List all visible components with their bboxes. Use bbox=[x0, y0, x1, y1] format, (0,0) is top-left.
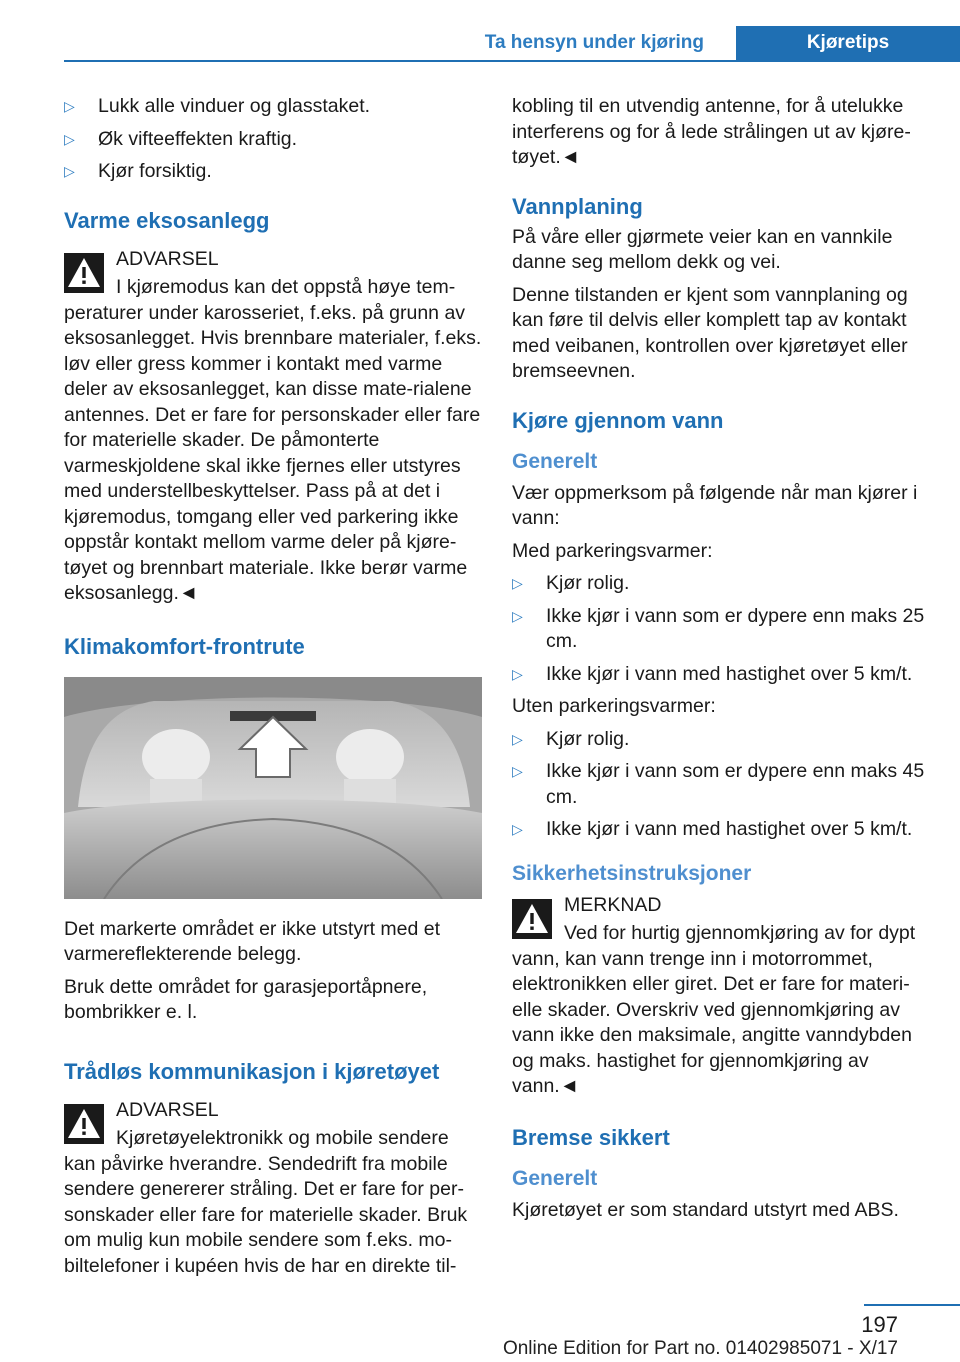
climate-heading: Klimakomfort-frontrute bbox=[64, 633, 305, 659]
warning-triangle-icon bbox=[64, 1104, 104, 1144]
with-heater-label: Med parkeringsvarmer: bbox=[512, 539, 713, 562]
wireless-warning bbox=[64, 1098, 482, 1280]
list-item: ▷ Ikke kjør i vann med hastighet over 5 km/t. bbox=[512, 662, 930, 688]
brakes-heading: Bremse sikkert bbox=[512, 1124, 670, 1150]
water-subheading: Generelt bbox=[512, 449, 598, 473]
without-heater-label: Uten parkeringsvarmer: bbox=[512, 695, 716, 717]
list-item: ▷ Ikke kjør i vann som er dypere enn maks 45 cm. bbox=[512, 760, 925, 808]
page-header bbox=[0, 0, 960, 62]
page-footer bbox=[0, 1300, 960, 1362]
list-item: ▷ Ikke kjør i vann med hastighet over 5 km/t. bbox=[512, 817, 930, 843]
warning-text: Kjøretøyelektronikk og mobile sendere kan påvirke hverandre. Sendedrift fra mobile sendere genererer stråling. Det er fare for per-sonskader eller fare for materielle skader. Bruk om mulig kun mobile sendere som f.eks. mo-biltelefoner i kupéen hvis de har en direkte til- bbox=[64, 1127, 468, 1277]
list-item: ▷ Kjør rolig. bbox=[512, 571, 930, 597]
triangle-right-icon: ▷ bbox=[512, 665, 523, 682]
continuation-paragraph: kobling til en utvendig antenne, for å utelukke interferens og for å lede strålingen ut av kjøre-tøyet.◄ bbox=[512, 95, 911, 168]
list-item: ▷ Kjør forsiktig. bbox=[64, 159, 482, 185]
aquaplaning-paragraph: Denne tilstanden er kjent som vannplaning og kan føre til delvis eller komplett tap av kontakt med veibanen, kontrollen over kjøretøyet eller bremseevnen. bbox=[512, 283, 908, 382]
header-rule bbox=[64, 60, 960, 62]
water-intro: Vær oppmerksom på følgende når man kjører i vann: bbox=[512, 481, 918, 529]
triangle-right-icon: ▷ bbox=[512, 763, 523, 779]
triangle-right-icon: ▷ bbox=[64, 130, 75, 147]
windshield-photo bbox=[64, 677, 482, 899]
list-item: ▷ Kjør rolig. bbox=[512, 727, 930, 753]
warning-triangle-icon bbox=[64, 253, 104, 293]
note-text: Ved for hurtig gjennomkjøring av for dypt vann, kan vann trenge inn i motorrommet, elektronikken eller giret. Det er fare for materi-elle skader. Overskriv ved gjennomkjøring av vann ikke den maksimale, angitte vanndybden og maks. hastighet for gjennomkjøring av vann.◄ bbox=[512, 922, 916, 1097]
chapter-tab[interactable]: Kjøretips bbox=[736, 26, 960, 62]
aquaplaning-heading: Vannplaning bbox=[512, 193, 643, 219]
triangle-right-icon: ▷ bbox=[64, 98, 75, 114]
wireless-heading: Trådløs kommunikasjon i kjøretøyet bbox=[64, 1058, 440, 1084]
warning-triangle-icon bbox=[512, 899, 552, 939]
list-item: ▷ Ikke kjør i vann som er dypere enn maks 25 cm. bbox=[512, 604, 925, 652]
footer-rule bbox=[864, 1304, 960, 1306]
exhaust-warning bbox=[64, 247, 482, 607]
triangle-right-icon: ▷ bbox=[64, 163, 75, 179]
list-item: ▷ Lukk alle vinduer og glasstaket. bbox=[64, 94, 482, 120]
triangle-right-icon: ▷ bbox=[512, 575, 523, 591]
water-note bbox=[512, 893, 930, 1100]
note-label: MERKNAD bbox=[564, 893, 662, 916]
triangle-right-icon: ▷ bbox=[512, 607, 523, 624]
brakes-subheading: Generelt bbox=[512, 1166, 598, 1190]
right-column bbox=[512, 94, 930, 1230]
edition-text: Online Edition for Part no. 01402985071 - X/17 bbox=[502, 1338, 898, 1359]
warning-label: ADVARSEL bbox=[116, 1098, 219, 1121]
left-column bbox=[64, 94, 482, 1287]
safety-heading: Sikkerhetsinstruksjoner bbox=[512, 861, 752, 885]
warning-text: I kjøremodus kan det oppstå høye tem-peraturer under karosseriet, f.eks. på grunn av eksosanlegget. Hvis brennbare materialer, f.eks. løv eller gress kommer i kontakt med varme deler av eksosanlegget, kan disse mate-rialene antennes. Det er fare for personskader eller fare for materielle skader. De påmonterte varmeskjoldene skal ikke fjernes eller utstyres med understellbeskyttelser. Pass på at det i kjøremodus, tomgang eller ved parkering ikke oppstår kontakt mellom varme deler på kjøre-tøyet og brennbart materiale. Ikke berør varme eksosanlegg.◄ bbox=[64, 276, 482, 604]
brakes-paragraph: Kjøretøyet er som standard utstyrt med ABS. bbox=[512, 1198, 899, 1221]
climate-paragraph: Bruk dette området for garasjeportåpnere, bombrikker e. l. bbox=[64, 975, 428, 1023]
water-heading: Kjøre gjennom vann bbox=[512, 407, 724, 433]
list-item: ▷ Øk vifteeffekten kraftig. bbox=[64, 127, 482, 153]
triangle-right-icon: ▷ bbox=[512, 821, 523, 837]
aquaplaning-paragraph: På våre eller gjørmete veier kan en vannkile danne seg mellom dekk og vei. bbox=[512, 225, 893, 273]
exhaust-heading: Varme eksosanlegg bbox=[64, 207, 270, 233]
section-title: Ta hensyn under kjøring bbox=[484, 32, 704, 53]
warning-label: ADVARSEL bbox=[116, 247, 219, 270]
triangle-right-icon: ▷ bbox=[512, 730, 523, 747]
page-number: 197 bbox=[861, 1312, 898, 1337]
climate-paragraph: Det markerte området er ikke utstyrt med et varmereflekterende belegg. bbox=[64, 917, 441, 965]
